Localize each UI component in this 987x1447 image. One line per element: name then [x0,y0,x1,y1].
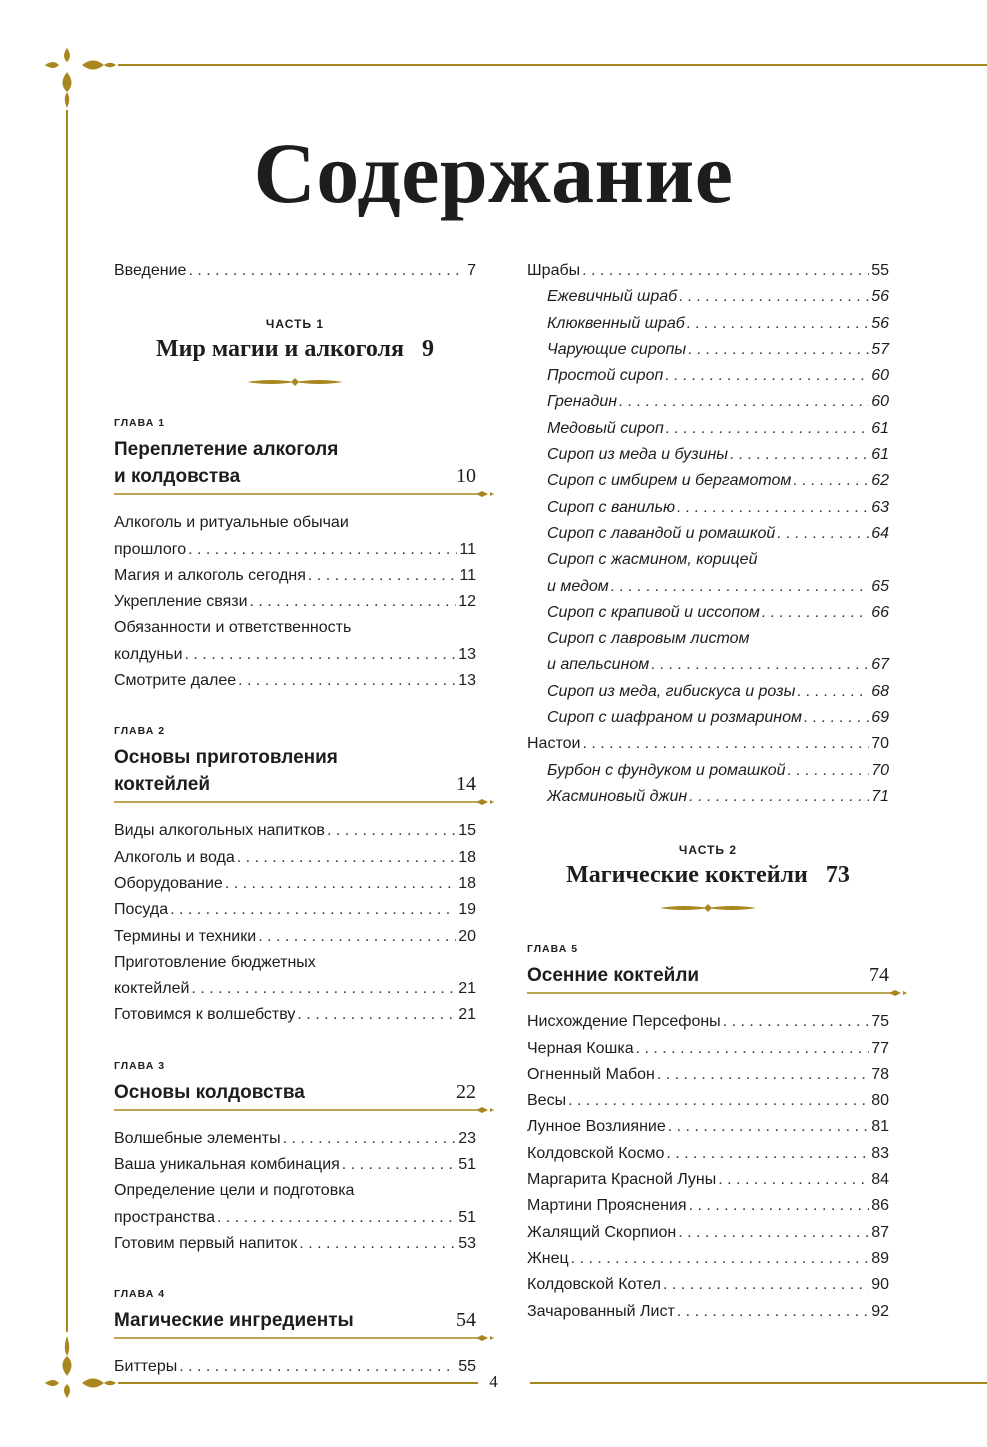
toc-entry[interactable]: Жнец . . . 89 [527,1246,889,1272]
toc-entry[interactable]: Весы . . . 80 [527,1088,889,1114]
chapter-page: 54 [456,1309,476,1332]
chapter-1 [114,416,476,694]
toc-entry[interactable]: Виды алкогольных напитков . . . 15 [114,818,476,844]
chapter-title[interactable]: Осенние коктейли 74 [527,962,889,993]
ornament-divider-icon [247,378,343,386]
toc-entry[interactable]: Биттеры . . . 55 [114,1354,476,1380]
toc-entry[interactable]: Ваша уникальная комбинация . . . 51 [114,1152,476,1178]
chapter-page: 14 [456,773,476,796]
toc-entry[interactable]: Смотрите далее . . . 13 [114,668,476,694]
chapter-divider-icon [114,1334,498,1342]
toc-entry[interactable]: пространства . . . 51 [114,1205,476,1231]
chapter-title[interactable]: Переплетение алкоголя и колдовства 10 [114,436,476,494]
toc-subentry-line[interactable]: Сироп с жасмином, корицей [547,551,758,569]
chapter-label: ГЛАВА 2 [114,725,166,738]
toc-entry[interactable]: прошлого . . . 11 [114,537,476,563]
toc-subentry[interactable]: Сироп из меда, гибискуса и розы . . . 68 [527,679,889,705]
toc-entry[interactable]: Алкоголь и вода . . . 18 [114,845,476,871]
toc-entry-line[interactable]: Алкоголь и ритуальные обычаи [114,514,349,532]
toc-subentry[interactable]: Ежевичный шраб . . . 56 [527,284,889,310]
part-page: 9 [422,336,434,363]
toc-left-column [114,258,476,1381]
toc-entry[interactable] [114,258,476,284]
toc-subentry[interactable]: Сироп с лавандой и ромашкой . . . 64 [527,521,889,547]
part-title: Магические коктейли [566,862,808,889]
toc-entry-line[interactable]: Обязанности и ответственность [114,619,352,637]
toc-subentry[interactable]: Бурбон с фундуком и ромашкой . . . 70 [527,758,889,784]
toc-right-column [527,258,889,1325]
toc-entry[interactable]: Шрабы . . . 55 [527,258,889,284]
toc-entry[interactable]: Термины и техники . . . 20 [114,924,476,950]
toc-subentry[interactable]: Клюквенный шраб . . . 56 [527,311,889,337]
toc-subentry-line[interactable]: Сироп с лавровым листом [547,630,750,648]
part-label: ЧАСТЬ 1 [265,317,325,332]
toc-entry[interactable]: Колдовской Космо . . . 83 [527,1141,889,1167]
chapter-divider-icon [114,798,498,806]
toc-entry[interactable]: Жалящий Скорпион . . . 87 [527,1220,889,1246]
chapter-page: 10 [456,465,476,488]
toc-subentry[interactable]: Сироп из меда и бузины . . . 61 [527,442,889,468]
part-title: Мир магии и алкоголя [155,336,404,363]
toc-entry[interactable]: колдуньи . . . 13 [114,642,476,668]
toc-entry[interactable]: Зачарованный Лист . . . 92 [527,1299,889,1325]
chapter-label: ГЛАВА 1 [114,417,166,430]
chapter-5 [527,942,889,1325]
chapter-page: 74 [869,964,889,987]
toc-subentry[interactable]: и медом . . . 65 [527,574,889,600]
chapter-label: ГЛАВА 4 [114,1288,166,1301]
toc-entry[interactable]: Лунное Возлияние . . . 81 [527,1114,889,1140]
chapter-2 [114,724,476,1028]
toc-entry[interactable]: коктейлей . . . 21 [114,976,476,1002]
toc-entry[interactable]: Огненный Мабон . . . 78 [527,1062,889,1088]
toc-entry[interactable]: Укрепление связи . . . 12 [114,589,476,615]
toc-entry[interactable]: Настои . . . 70 [527,731,889,757]
toc-entry[interactable]: Посуда . . . 19 [114,897,476,923]
chapter-label: ГЛАВА 3 [114,1059,166,1072]
chapter-4 [114,1287,476,1380]
toc-entry[interactable]: Маргарита Красной Луны . . . 84 [527,1167,889,1193]
part-2-heading [527,842,889,912]
toc-entry[interactable]: Магия и алкоголь сегодня . . . 11 [114,563,476,589]
toc-subentry[interactable]: Гренадин . . . 60 [527,389,889,415]
chapter-divider-icon [114,1106,498,1114]
entry-label: Введение [114,262,187,279]
toc-entry[interactable]: Оборудование . . . 18 [114,871,476,897]
ornament-divider-icon [660,904,756,912]
toc-subentry[interactable]: Жасминовый джин . . . 71 [527,784,889,810]
toc-entry[interactable]: Волшебные элементы . . . 23 [114,1126,476,1152]
toc-entry[interactable]: Колдовской Котел . . . 90 [527,1272,889,1298]
toc-subentry[interactable]: Сироп с имбирем и бергамотом . . . 62 [527,468,889,494]
chapter-divider-icon [527,989,911,997]
page-title: Содержание [253,125,734,221]
page-number: 4 [489,1372,498,1391]
toc-entry[interactable]: Готовимся к волшебству . . . 21 [114,1002,476,1028]
part-1-heading [114,316,476,386]
toc-entry[interactable]: Черная Кошка . . . 77 [527,1036,889,1062]
chapter-title[interactable]: Основы приготовления коктейлей 14 [114,744,476,802]
chapter-3 [114,1059,476,1257]
toc-entry[interactable]: Мартини Прояснения . . . 86 [527,1193,889,1219]
part-label: ЧАСТЬ 2 [678,843,738,858]
toc-subentry[interactable]: Чарующие сиропы . . . 57 [527,337,889,363]
toc-subentry[interactable]: и апельсином . . . 67 [527,652,889,678]
toc-entry-line[interactable]: Определение цели и подготовка [114,1182,355,1200]
chapter-title[interactable]: Основы колдовства 22 [114,1079,476,1110]
chapter-divider-icon [114,490,498,498]
toc-entry[interactable]: Готовим первый напиток . . . 53 [114,1231,476,1257]
toc-subentry[interactable]: Простой сироп . . . 60 [527,363,889,389]
toc-subentry[interactable]: Медовый сироп . . . 61 [527,416,889,442]
toc-entry-line[interactable]: Приготовление бюджетных [114,953,316,971]
toc-subentry[interactable]: Сироп с шафраном и розмарином . . . 69 [527,705,889,731]
toc-entry[interactable]: Нисхождение Персефоны . . . 75 [527,1009,889,1035]
toc-subentry[interactable]: Сироп с ванилью . . . 63 [527,495,889,521]
entry-page: 7 [467,262,476,279]
chapter-page: 22 [456,1080,476,1103]
chapter-label: ГЛАВА 5 [527,943,579,956]
part-page: 73 [825,862,850,889]
chapter-title[interactable]: Магические ингредиенты 54 [114,1307,476,1338]
toc-subentry[interactable]: Сироп с крапивой и иссопом . . . 66 [527,600,889,626]
